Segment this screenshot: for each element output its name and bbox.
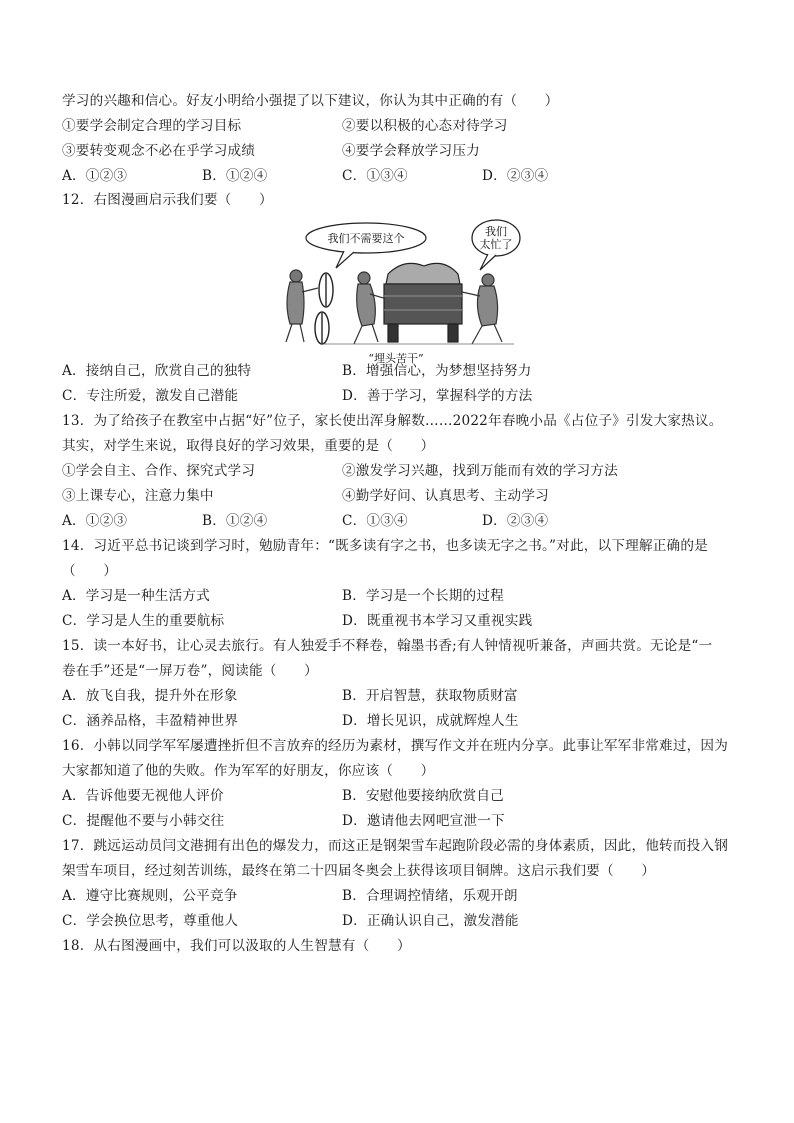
- q12-option-d: D．善于学习，掌握科学的方法: [342, 388, 533, 404]
- q11-option-c: C．①③④: [342, 168, 408, 184]
- q17-option-b: B．合理调控情绪，乐观开朗: [342, 888, 518, 904]
- q12-stem: 12．右图漫画启示我们要（ ）: [62, 192, 273, 208]
- q13-option-d: D．②③④: [482, 513, 549, 529]
- q13-option-a: A．①②③: [62, 513, 128, 529]
- q14-stem-1: 14．习近平总书记谈到学习时，勉励青年：“既多读有字之书，也多读无字之书。”对此，以下理解正确的是: [62, 538, 708, 554]
- q14-stem-2: （ ）: [62, 563, 118, 579]
- q12-option-c: C．专注所爱，激发自己潜能: [62, 388, 239, 404]
- q16-option-d: D．邀请他去网吧宣泄一下: [342, 813, 505, 829]
- q15-option-d: D．增长见识，成就辉煌人生: [342, 713, 519, 729]
- q16-stem-1: 16．小韩以同学军军屡遭挫折但不言放弃的经历为素材，撰写作文并在班内分享。此事让军军非常难过，因为: [62, 738, 728, 754]
- bubble-right-text-1: 我们: [485, 225, 507, 238]
- figure-left: [286, 270, 318, 342]
- bubble-left-text: 我们不需要这个: [327, 232, 405, 245]
- q17-option-a: A．遵守比赛规则，公平竞争: [62, 888, 238, 904]
- q11-option-a: A．①②③: [62, 168, 128, 184]
- q14-option-d: D．既重视书本学习又重视实践: [342, 613, 533, 629]
- q14-option-a: A．学习是一种生活方式: [62, 588, 210, 604]
- q11-stem-tail: 学习的兴趣和信心。好友小明给小强提了以下建议，你认为其中正确的有（ ）: [62, 93, 559, 109]
- q14-option-c: C．学习是人生的重要航标: [62, 613, 225, 629]
- cartoon-caption: “埋头苦干”: [368, 352, 424, 365]
- figure-right: [462, 274, 502, 344]
- q13-stem-1: 13．为了给孩子在教室中占据“好”位子，家长使出浑身解数……2022年春晚小品《占位子》引发大家热议。: [62, 413, 723, 429]
- q13-option-b: B．①②④: [202, 513, 268, 529]
- q12-option-a: A．接纳自己，欣赏自己的独特: [62, 363, 252, 379]
- q13-item-1: ①学会自主、合作、探究式学习: [62, 463, 256, 479]
- q17-stem-1: 17．跳远运动员闫文港拥有出色的爆发力，而这正是钢架雪车起跑阶段必需的身体素质，因此，他转而投入钢: [62, 838, 728, 854]
- q11-item-3: ③要转变观念不必在乎学习成绩: [62, 143, 256, 159]
- q11-option-b: B．①②④: [202, 168, 268, 184]
- q13-item-2: ②激发学习兴趣，找到万能而有效的学习方法: [342, 463, 618, 479]
- q11-item-1: ①要学会制定合理的学习目标: [62, 118, 242, 134]
- q13-item-3: ③上课专心，注意力集中: [62, 488, 214, 504]
- q11-item-2: ②要以积极的心态对待学习: [342, 118, 508, 134]
- q12-option-b: B．增强信心，为梦想坚持努力: [342, 363, 532, 379]
- q16-stem-2: 大家都知道了他的失败。作为军军的好朋友，你应该（ ）: [62, 763, 435, 779]
- q16-option-c: C．提醒他不要与小韩交往: [62, 813, 225, 829]
- q15-stem-2: 卷在手”还是“一屏万卷”，阅读能（ ）: [62, 663, 318, 679]
- q15-option-b: B．开启智慧，获取物质财富: [342, 688, 518, 704]
- wheel-icon: [315, 273, 333, 344]
- q15-option-a: A．放飞自我，提升外在形象: [62, 688, 238, 704]
- q11-option-d: D．②③④: [482, 168, 549, 184]
- q12-cartoon: [274, 218, 524, 366]
- q18-stem: 18．从右图漫画中，我们可以汲取的人生智慧有（ ）: [62, 938, 411, 954]
- q13-option-c: C．①③④: [342, 513, 408, 529]
- q16-option-a: A．告诉他要无视他人评价: [62, 788, 224, 804]
- q13-stem-2: 其实，对学生来说，取得良好的学习效果，重要的是（ ）: [62, 438, 435, 454]
- q17-stem-2: 架雪车项目，经过刻苦训练，最终在第二十四届冬奥会上获得该项目铜牌。这启示我们要（ ）: [62, 863, 656, 879]
- q15-option-c: C．涵养品格，丰盈精神世界: [62, 713, 239, 729]
- q17-option-c: C．学会换位思考，尊重他人: [62, 913, 239, 929]
- q16-option-b: B．安慰他要接纳欣赏自己: [342, 788, 504, 804]
- q17-option-d: D．正确认识自己，激发潜能: [342, 913, 519, 929]
- q11-item-4: ④要学会释放学习压力: [342, 143, 480, 159]
- q14-option-b: B．学习是一个长期的过程: [342, 588, 504, 604]
- cart-icon: [384, 263, 462, 342]
- q13-item-4: ④勤学好问、认真思考、主动学习: [342, 488, 549, 504]
- bubble-right-text-2: 太忙了: [479, 238, 513, 251]
- q15-stem-1: 15．读一本好书，让心灵去旅行。有人独爱手不释卷，翰墨书香;有人钟情视听兼备，声画共赏。无论是“一: [62, 638, 713, 654]
